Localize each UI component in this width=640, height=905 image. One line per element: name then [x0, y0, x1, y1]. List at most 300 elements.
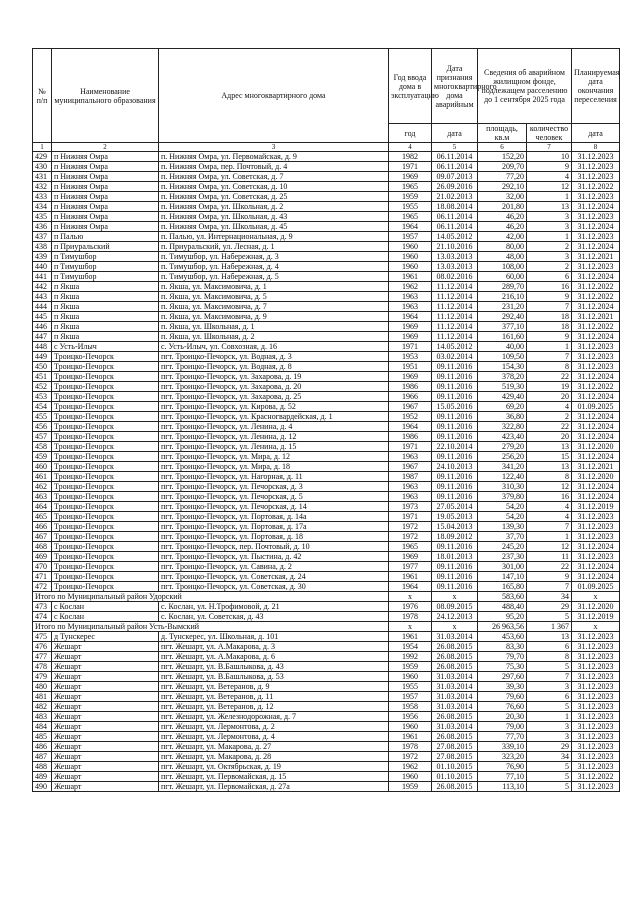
document-page: [32, 48, 619, 792]
cell-area: 519,30: [478, 382, 527, 392]
cell-address: пгт. Троицко-Печорск, ул. Ленина, д. 12: [159, 432, 389, 442]
cell-year: 1959: [389, 662, 432, 672]
cell-date: 08.09.2015: [432, 602, 478, 612]
cell-date: 11.12.2014: [432, 332, 478, 342]
cell-year: 1960: [389, 722, 432, 732]
cell-planned-date: 31.12.2023: [572, 342, 620, 352]
cell-year: 1957: [389, 232, 432, 242]
cell-area: 80,00: [478, 242, 527, 252]
cell-people: 12: [527, 542, 572, 552]
table-body: [33, 152, 620, 792]
cell-people: 2: [527, 262, 572, 272]
housing-table: [32, 48, 620, 792]
cell-planned-date: 31.12.2024: [572, 432, 620, 442]
cell-address: пгт. Троицко-Печорск, ул. Нагорная, д. 11: [159, 472, 389, 482]
cell-date: 21.02.2013: [432, 192, 478, 202]
cell-people: 22: [527, 422, 572, 432]
cell-address: д. Тунскерес, ул. Школьная, д. 101: [159, 632, 389, 642]
cell-date: 14.05.2012: [432, 342, 478, 352]
cell-date: 31.03.2014: [432, 692, 478, 702]
cell-number: 464: [33, 502, 52, 512]
cell-year: 1964: [389, 582, 432, 592]
cell-year: 1963: [389, 452, 432, 462]
cell-area: 165,80: [478, 582, 527, 592]
cell-municipality: п Тимушбор: [52, 272, 159, 282]
cell-year: 1969: [389, 172, 432, 182]
table-row: [33, 302, 620, 312]
cell-year: 1964: [389, 422, 432, 432]
cell-planned-date: 31.12.2024: [572, 562, 620, 572]
cell-people: 15: [527, 452, 572, 462]
table-row: [33, 222, 620, 232]
cell-date: 09.11.2016: [432, 452, 478, 462]
cell-area: 453,60: [478, 632, 527, 642]
col-number: 7: [527, 143, 572, 152]
cell-planned-date: х: [572, 622, 620, 632]
cell-municipality: Жешарт: [52, 672, 159, 682]
cell-municipality: п Нижняя Омра: [52, 192, 159, 202]
cell-planned-date: 31.12.2022: [572, 772, 620, 782]
cell-number: 449: [33, 352, 52, 362]
cell-number: 465: [33, 512, 52, 522]
cell-date: 26.09.2016: [432, 182, 478, 192]
cell-date: 11.12.2014: [432, 322, 478, 332]
table-row: [33, 492, 620, 502]
col-number: 1: [33, 143, 52, 152]
cell-people: 7: [527, 302, 572, 312]
cell-year: 1960: [389, 672, 432, 682]
cell-number: 448: [33, 342, 52, 352]
cell-planned-date: 31.12.2023: [572, 512, 620, 522]
cell-date: 09.11.2016: [432, 482, 478, 492]
cell-people: 12: [527, 482, 572, 492]
cell-address: пгт. Троицко-Печорск, ул. Советская, д. 24: [159, 572, 389, 582]
cell-date: 15.05.2016: [432, 402, 478, 412]
cell-municipality: Жешарт: [52, 782, 159, 792]
cell-year: 1962: [389, 282, 432, 292]
cell-year: 1964: [389, 312, 432, 322]
cell-planned-date: 31.12.2023: [572, 752, 620, 762]
cell-planned-date: х: [572, 592, 620, 602]
cell-number: 437: [33, 232, 52, 242]
cell-area: 76,90: [478, 762, 527, 772]
col-number: 8: [572, 143, 620, 152]
cell-planned-date: 01.09.2025: [572, 402, 620, 412]
cell-address: пгт. Троицко-Печорск, пер. Почтовый, д. 10: [159, 542, 389, 552]
cell-year: 1971: [389, 512, 432, 522]
table-row: [33, 762, 620, 772]
cell-municipality: Жешарт: [52, 702, 159, 712]
cell-area: 54,20: [478, 502, 527, 512]
cell-address: п. Нижняя Омра, ул. Советская, д. 7: [159, 172, 389, 182]
cell-date: 08.02.2016: [432, 272, 478, 282]
table-row: [33, 652, 620, 662]
cell-municipality: Жешарт: [52, 722, 159, 732]
cell-address: пгт. Троицко-Печорск, ул. Водная, д. 8: [159, 362, 389, 372]
cell-people: 6: [527, 272, 572, 282]
cell-area: 377,10: [478, 322, 527, 332]
cell-number: 451: [33, 372, 52, 382]
cell-number: 487: [33, 752, 52, 762]
table-row: [33, 152, 620, 162]
cell-date: 31.03.2014: [432, 672, 478, 682]
cell-municipality: п Нижняя Омра: [52, 152, 159, 162]
cell-year: 1973: [389, 502, 432, 512]
cell-date: 27.08.2015: [432, 752, 478, 762]
cell-address: пгт. Троицко-Печорск, ул. Печорская, д. 3: [159, 482, 389, 492]
table-row: [33, 292, 620, 302]
cell-municipality: Троицко-Печорск: [52, 542, 159, 552]
table-row: [33, 632, 620, 642]
cell-people: 6: [527, 692, 572, 702]
table-row: [33, 232, 620, 242]
cell-year: 1956: [389, 712, 432, 722]
cell-date: 26.08.2015: [432, 782, 478, 792]
cell-number: 481: [33, 692, 52, 702]
cell-municipality: Троицко-Печорск: [52, 382, 159, 392]
cell-people: 11: [527, 552, 572, 562]
header-info: Сведения об аварийном жилищном фонде, подлежащем расселению до 1 сентября 2025 года: [478, 49, 572, 124]
summary-label: Итого по Муниципальный район Удорский: [33, 592, 389, 602]
cell-address: п. Приуральский, ул. Лесная, д. 1: [159, 242, 389, 252]
cell-address: пгт. Жешарт, ул. В.Башлыкова, д. 53: [159, 672, 389, 682]
table-row: [33, 612, 620, 622]
cell-planned-date: 31.12.2022: [572, 282, 620, 292]
cell-municipality: п Якша: [52, 292, 159, 302]
cell-date: 26.08.2015: [432, 642, 478, 652]
cell-planned-date: 31.12.2023: [572, 172, 620, 182]
cell-date: 22.10.2014: [432, 442, 478, 452]
cell-planned-date: 31.12.2024: [572, 452, 620, 462]
cell-date: 09.11.2016: [432, 572, 478, 582]
cell-municipality: Троицко-Печорск: [52, 552, 159, 562]
subheader-people: количество человек: [527, 124, 572, 143]
table-header: [33, 49, 620, 152]
cell-year: 1969: [389, 552, 432, 562]
cell-address: пгт. Троицко-Печорск, ул. Водная, д. 3: [159, 352, 389, 362]
cell-people: 29: [527, 742, 572, 752]
cell-people: 3: [527, 732, 572, 742]
cell-year: 1967: [389, 462, 432, 472]
table-row: [33, 662, 620, 672]
cell-municipality: п Тимушбор: [52, 262, 159, 272]
table-row: [33, 572, 620, 582]
cell-year: 1963: [389, 292, 432, 302]
cell-people: 10: [527, 152, 572, 162]
cell-date: 21.10.2016: [432, 242, 478, 252]
cell-date: 03.02.2014: [432, 352, 478, 362]
cell-planned-date: 31.12.2024: [572, 412, 620, 422]
cell-planned-date: 31.12.2024: [572, 392, 620, 402]
cell-number: 488: [33, 762, 52, 772]
cell-date: 09.11.2016: [432, 562, 478, 572]
col-number: 3: [159, 143, 389, 152]
cell-municipality: Троицко-Печорск: [52, 452, 159, 462]
cell-planned-date: 31.12.2023: [572, 152, 620, 162]
cell-municipality: п Якша: [52, 332, 159, 342]
cell-area: 154,30: [478, 362, 527, 372]
cell-address: п. Нижняя Омра, ул. Первомайская, д. 9: [159, 152, 389, 162]
cell-year: 1971: [389, 162, 432, 172]
cell-planned-date: 31.12.2022: [572, 292, 620, 302]
cell-date: 06.11.2014: [432, 212, 478, 222]
cell-date: 24.10.2013: [432, 462, 478, 472]
cell-year: 1986: [389, 432, 432, 442]
cell-people: 20: [527, 432, 572, 442]
cell-people: 7: [527, 672, 572, 682]
cell-people: 22: [527, 372, 572, 382]
cell-year: 1960: [389, 242, 432, 252]
cell-people: 3: [527, 682, 572, 692]
cell-people: 5: [527, 782, 572, 792]
cell-address: пгт. Жешарт, ул. Лермонтова, д. 2: [159, 722, 389, 732]
cell-municipality: Троицко-Печорск: [52, 462, 159, 472]
cell-area: 339,10: [478, 742, 527, 752]
cell-year: 1982: [389, 152, 432, 162]
cell-people: 34: [527, 592, 572, 602]
cell-year: 1961: [389, 732, 432, 742]
table-row: [33, 402, 620, 412]
cell-people: 2: [527, 412, 572, 422]
cell-year: 1965: [389, 212, 432, 222]
cell-people: 22: [527, 562, 572, 572]
cell-number: 457: [33, 432, 52, 442]
cell-number: 471: [33, 572, 52, 582]
cell-year: 1963: [389, 302, 432, 312]
cell-people: 7: [527, 352, 572, 362]
cell-number: 446: [33, 322, 52, 332]
cell-area: 289,70: [478, 282, 527, 292]
table-row: [33, 532, 620, 542]
cell-area: 122,40: [478, 472, 527, 482]
subheader-date: дата: [432, 124, 478, 143]
cell-number: 438: [33, 242, 52, 252]
cell-planned-date: 31.12.2023: [572, 702, 620, 712]
cell-date: 31.03.2014: [432, 722, 478, 732]
cell-municipality: Троицко-Печорск: [52, 572, 159, 582]
cell-address: пгт. Троицко-Печорск, ул. Пыстина, д. 42: [159, 552, 389, 562]
cell-address: пгт. Жешарт, ул. Лермонтова, д. 4: [159, 732, 389, 742]
cell-date: 19.05.2013: [432, 512, 478, 522]
cell-planned-date: 31.12.2023: [572, 712, 620, 722]
cell-people: 3: [527, 722, 572, 732]
cell-planned-date: 31.12.2023: [572, 192, 620, 202]
col-number: 2: [52, 143, 159, 152]
cell-planned-date: 31.12.2023: [572, 642, 620, 652]
cell-date: 31.03.2014: [432, 682, 478, 692]
table-row: [33, 182, 620, 192]
table-row: [33, 372, 620, 382]
cell-area: 292,40: [478, 312, 527, 322]
table-row: [33, 752, 620, 762]
col-number: 5: [432, 143, 478, 152]
summary-label: Итого по Муниципальный район Усть-Вымский: [33, 622, 389, 632]
cell-area: 60,00: [478, 272, 527, 282]
cell-municipality: д Тунскерес: [52, 632, 159, 642]
cell-planned-date: 31.12.2022: [572, 182, 620, 192]
cell-planned-date: 31.12.2023: [572, 362, 620, 372]
cell-date: 01.10.2015: [432, 772, 478, 782]
cell-number: 444: [33, 302, 52, 312]
cell-address: п. Якша, ул. Максимовича, д. 9: [159, 312, 389, 322]
cell-year: 1959: [389, 782, 432, 792]
table-row: [33, 672, 620, 682]
cell-area: 216,10: [478, 292, 527, 302]
cell-planned-date: 31.12.2023: [572, 352, 620, 362]
table-row: [33, 772, 620, 782]
cell-year: 1986: [389, 382, 432, 392]
cell-area: 378,20: [478, 372, 527, 382]
cell-date: 09.11.2016: [432, 432, 478, 442]
cell-people: 9: [527, 162, 572, 172]
cell-planned-date: 31.12.2023: [572, 672, 620, 682]
cell-date: 09.11.2016: [432, 372, 478, 382]
cell-date: 26.08.2015: [432, 732, 478, 742]
cell-year: 1958: [389, 702, 432, 712]
cell-area: 69,20: [478, 402, 527, 412]
cell-address: п. Нижняя Омра, ул. Школьная, д. 2: [159, 202, 389, 212]
cell-year: 1963: [389, 492, 432, 502]
cell-year: 1977: [389, 562, 432, 572]
cell-planned-date: 31.12.2024: [572, 572, 620, 582]
cell-planned-date: 31.12.2023: [572, 532, 620, 542]
table-row: [33, 642, 620, 652]
table-row: [33, 542, 620, 552]
cell-people: 3: [527, 252, 572, 262]
cell-address: пгт. Жешарт, ул. Макарова, д. 27: [159, 742, 389, 752]
table-row: [33, 702, 620, 712]
cell-address: пгт. Троицко-Печорск, ул. Печорская, д. 14: [159, 502, 389, 512]
cell-year: 1962: [389, 762, 432, 772]
table-row: [33, 582, 620, 592]
cell-date: 09.11.2016: [432, 582, 478, 592]
cell-municipality: Троицко-Печорск: [52, 392, 159, 402]
cell-area: 54,20: [478, 512, 527, 522]
cell-address: п. Якша, ул. Максимовича, д. 1: [159, 282, 389, 292]
table-row: [33, 382, 620, 392]
cell-area: 256,20: [478, 452, 527, 462]
cell-area: 113,10: [478, 782, 527, 792]
cell-year: 1969: [389, 332, 432, 342]
cell-number: 432: [33, 182, 52, 192]
cell-year: 1963: [389, 482, 432, 492]
cell-number: 452: [33, 382, 52, 392]
cell-number: 456: [33, 422, 52, 432]
cell-number: 466: [33, 522, 52, 532]
cell-municipality: Троицко-Печорск: [52, 412, 159, 422]
cell-year: 1961: [389, 272, 432, 282]
cell-area: 488,40: [478, 602, 527, 612]
cell-number: 443: [33, 292, 52, 302]
table-row: [33, 342, 620, 352]
cell-planned-date: 31.12.2024: [572, 332, 620, 342]
cell-date: 11.12.2014: [432, 282, 478, 292]
cell-municipality: Троицко-Печорск: [52, 422, 159, 432]
cell-municipality: п Нижняя Омра: [52, 212, 159, 222]
cell-year: 1976: [389, 602, 432, 612]
cell-number: 439: [33, 252, 52, 262]
cell-date: 31.03.2014: [432, 632, 478, 642]
header-address: Адрес многоквартирного дома: [159, 49, 389, 143]
cell-area: 201,80: [478, 202, 527, 212]
cell-people: 13: [527, 202, 572, 212]
cell-people: 1: [527, 232, 572, 242]
cell-number: 454: [33, 402, 52, 412]
cell-municipality: Троицко-Печорск: [52, 492, 159, 502]
cell-year: 1987: [389, 472, 432, 482]
cell-people: 12: [527, 182, 572, 192]
table-row: [33, 712, 620, 722]
cell-area: 108,00: [478, 262, 527, 272]
cell-address: пгт. Жешарт, ул. Макарова, д. 28: [159, 752, 389, 762]
cell-year: 1992: [389, 652, 432, 662]
cell-number: 430: [33, 162, 52, 172]
cell-year: 1952: [389, 412, 432, 422]
cell-number: 435: [33, 212, 52, 222]
cell-date: 11.12.2014: [432, 302, 478, 312]
cell-year: 1959: [389, 192, 432, 202]
cell-date: 15.04.2013: [432, 522, 478, 532]
cell-people: 8: [527, 652, 572, 662]
cell-date: 31.03.2014: [432, 702, 478, 712]
table-row: [33, 482, 620, 492]
cell-area: 322,80: [478, 422, 527, 432]
cell-planned-date: 31.12.2023: [572, 552, 620, 562]
table-row: [33, 192, 620, 202]
cell-people: 19: [527, 382, 572, 392]
cell-planned-date: 31.12.2023: [572, 742, 620, 752]
cell-address: пгт. Жешарт, ул. Ветеранов, д. 11: [159, 692, 389, 702]
cell-year: 1953: [389, 352, 432, 362]
cell-year: 1971: [389, 342, 432, 352]
cell-area: 310,30: [478, 482, 527, 492]
table-row: [33, 732, 620, 742]
cell-address: пгт. Жешарт, ул. Ветеранов, д. 9: [159, 682, 389, 692]
cell-number: 470: [33, 562, 52, 572]
cell-number: 429: [33, 152, 52, 162]
cell-date: 09.11.2016: [432, 362, 478, 372]
table-row: [33, 322, 620, 332]
cell-number: 441: [33, 272, 52, 282]
table-row: [33, 442, 620, 452]
cell-number: 463: [33, 492, 52, 502]
cell-planned-date: 31.12.2024: [572, 302, 620, 312]
cell-municipality: Троицко-Печорск: [52, 582, 159, 592]
cell-date: 24.12.2013: [432, 612, 478, 622]
cell-address: п. Нижняя Омра, пер. Почтовый, д. 4: [159, 162, 389, 172]
header-planned: Планируемая дата окончания переселения: [572, 49, 620, 124]
table-row: [33, 782, 620, 792]
cell-number: 473: [33, 602, 52, 612]
cell-people: 5: [527, 772, 572, 782]
cell-planned-date: 31.12.2024: [572, 272, 620, 282]
table-row: [33, 552, 620, 562]
cell-municipality: п Нижняя Омра: [52, 222, 159, 232]
cell-area: 76,60: [478, 702, 527, 712]
cell-year: х: [389, 622, 432, 632]
cell-date: 13.03.2013: [432, 252, 478, 262]
table-row: [33, 172, 620, 182]
cell-number: 490: [33, 782, 52, 792]
cell-planned-date: 31.12.2023: [572, 522, 620, 532]
cell-area: 323,20: [478, 752, 527, 762]
cell-planned-date: 31.12.2024: [572, 542, 620, 552]
cell-municipality: Троицко-Печорск: [52, 512, 159, 522]
table-row: [33, 692, 620, 702]
cell-year: 1961: [389, 572, 432, 582]
cell-number: 479: [33, 672, 52, 682]
cell-people: 9: [527, 332, 572, 342]
